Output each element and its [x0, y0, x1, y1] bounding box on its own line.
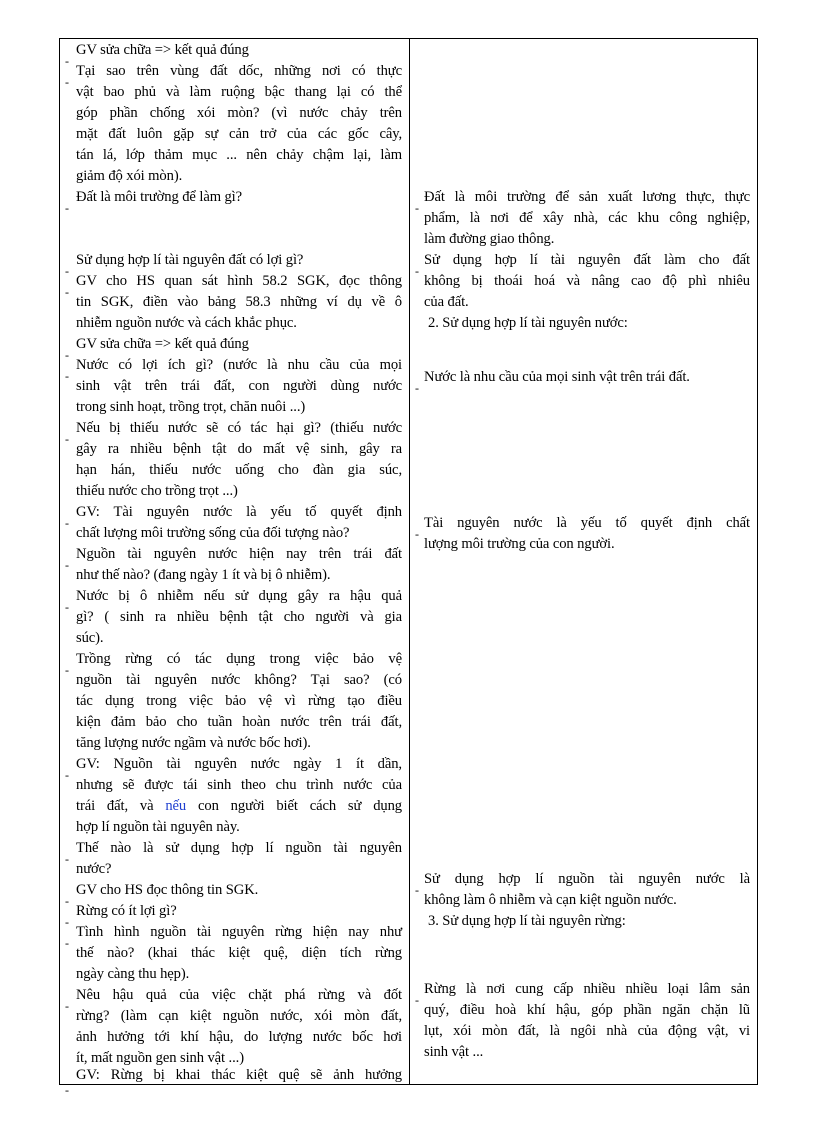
list-marker: -: [65, 201, 69, 215]
list-marker: -: [415, 264, 419, 278]
highlighted-word: nếu: [165, 798, 187, 814]
left-text-line: Thế nào là sử dụng hợp lí nguồn tài nguyên: [76, 840, 402, 856]
left-text-line: kiện đảm bảo cho tuần hoàn nước trên trái đất,: [76, 714, 402, 730]
left-text-line: trái đất, và nếu con người biết cách sử dụng: [76, 798, 402, 814]
list-marker: -: [65, 285, 69, 299]
list-marker: -: [65, 852, 69, 866]
right-text-line: lụt, xói mòn đất, là ngôi nhà của động vật, vi: [424, 1023, 750, 1039]
list-marker: -: [415, 381, 419, 395]
lesson-table: [59, 38, 758, 1097]
left-text-line: góp phần chống xói mòn? (vì nước chảy trên: [76, 105, 402, 121]
list-marker: -: [65, 999, 69, 1013]
list-marker: -: [415, 201, 419, 215]
left-text-line: GV: Tài nguyên nước là yếu tố quyết định: [76, 504, 402, 520]
left-text-line: GV: Rừng bị khai thác kiệt quệ sẽ ảnh hưởng: [76, 1067, 402, 1083]
left-text-line: Đất là môi trường để làm gì?: [76, 189, 243, 205]
left-text-line: GV sửa chữa => kết quả đúng: [76, 336, 249, 352]
left-text-line: GV cho HS quan sát hình 58.2 SGK, đọc thông: [76, 273, 402, 289]
left-text-line: nhưng sẽ được tái sinh theo chu trình nước của: [76, 777, 402, 793]
list-marker: -: [65, 432, 69, 446]
right-text-line: phẩm, là nơi để xây nhà, các khu công nghiệp,: [424, 210, 750, 226]
list-marker: -: [65, 516, 69, 530]
list-marker: -: [415, 527, 419, 541]
left-text-line: như thế nào? (đang ngày 1 ít và bị ô nhiễm).: [76, 567, 331, 583]
left-text-line: sinh vật trên trái đất, con người dùng nước: [76, 378, 402, 394]
right-text-line: không làm ô nhiễm và cạn kiệt nguồn nước.: [424, 892, 677, 908]
left-text-line: Tại sao trên vùng đất dốc, những nơi có thực: [76, 63, 402, 79]
section-heading-water: 2. Sử dụng hợp lí tài nguyên nước:: [428, 315, 628, 331]
list-marker: -: [65, 600, 69, 614]
list-marker: -: [65, 75, 69, 89]
left-text-line: nhiễm nguồn nước và cách khắc phục.: [76, 315, 297, 331]
list-marker: -: [65, 54, 69, 68]
list-marker: -: [65, 558, 69, 572]
left-text-line: Nêu hậu quả của việc chặt phá rừng và đốt: [76, 987, 402, 1003]
section-heading-forest: 3. Sử dụng hợp lí tài nguyên rừng:: [428, 913, 626, 929]
left-text-line: thế nào? (khai thác kiệt quệ, diện tích rừng: [76, 945, 402, 961]
left-text-line: gây ra nhiều bệnh tật do mất vệ sinh, gây ra: [76, 441, 402, 457]
left-text-line: GV cho HS đọc thông tin SGK.: [76, 882, 259, 898]
left-text-line: ngày càng thu hẹp).: [76, 966, 190, 982]
list-marker: -: [65, 894, 69, 908]
left-text-line: gì? ( sinh ra nhiều bệnh tật cho người và gia: [76, 609, 402, 625]
left-text-line: thiếu nước cho trồng trọt ...): [76, 483, 238, 499]
left-text-line: trong sinh hoạt, trồng trọt, chăn nuôi ...): [76, 399, 306, 415]
left-text-line: chất lượng môi trường sống của đối tượng nào?: [76, 525, 350, 541]
right-text-line: quý, điều hoà khí hậu, góp phần ngăn chặn lũ: [424, 1002, 750, 1018]
right-text-line: lượng môi trường của con người.: [424, 536, 615, 552]
list-marker: -: [65, 348, 69, 362]
left-text-line: ít, mất nguồn gen sinh vật ...): [76, 1050, 244, 1066]
left-text-line: Rừng có ít lợi gì?: [76, 903, 177, 919]
right-text-line: Sử dụng hợp lí nguồn tài nguyên nước là: [424, 871, 750, 887]
right-text-line: của đất.: [424, 294, 469, 310]
left-text-line: Nguồn tài nguyên nước hiện nay trên trái đất: [76, 546, 402, 562]
left-text-line: tác dụng trong việc bảo vệ vì rừng tạo điều: [76, 693, 402, 709]
left-text-line: Nếu bị thiếu nước sẽ có tác hại gì? (thiếu nước: [76, 420, 402, 436]
left-text-line: rừng? (làm cạn kiệt nguồn nước, xói mòn đất,: [76, 1008, 402, 1024]
right-text-line: Nước là nhu cầu của mọi sinh vật trên trái đất.: [424, 369, 690, 385]
list-marker: -: [65, 1083, 69, 1097]
right-text-line: làm đường giao thông.: [424, 231, 555, 247]
left-text-line: GV sửa chữa => kết quả đúng: [76, 42, 249, 58]
list-marker: -: [65, 264, 69, 278]
left-text-line: Nước bị ô nhiễm nếu sử dụng gây ra hậu quả: [76, 588, 402, 604]
right-text-line: Sử dụng hợp lí tài nguyên đất làm cho đất: [424, 252, 750, 268]
list-marker: -: [65, 915, 69, 929]
list-marker: -: [65, 369, 69, 383]
right-text-line: Đất là môi trường để sản xuất lương thực, thực: [424, 189, 750, 205]
left-text-line: ảnh hưởng tới khí hậu, do lượng nước bốc hơi: [76, 1029, 402, 1045]
left-text-line: Tình hình nguồn tài nguyên rừng hiện nay như: [76, 924, 402, 940]
list-marker: -: [65, 936, 69, 950]
left-text-line: hạn hán, thiếu nước uống cho đàn gia súc,: [76, 462, 402, 478]
list-marker: -: [415, 883, 419, 897]
left-text-line: tin SGK, điền vào bảng 58.3 những ví dụ về ô: [76, 294, 402, 310]
right-text-line: không bị thoái hoá và nâng cao độ phì nhiêu: [424, 273, 750, 289]
list-marker: -: [415, 993, 419, 1007]
left-text-line: tán lá, lớp thảm mục ... nên chảy chậm lại, làm: [76, 147, 402, 163]
column-divider: [409, 39, 410, 1084]
left-text-line: nước?: [76, 861, 112, 877]
left-text-line: vật bao phủ và làm ruộng bậc thang lại có thể: [76, 84, 402, 100]
left-text-line: Sử dụng hợp lí tài nguyên đất có lợi gì?: [76, 252, 304, 268]
list-marker: -: [65, 768, 69, 782]
left-text-line: Nước có lợi ích gì? (nước là nhu cầu của mọi: [76, 357, 402, 373]
left-text-line: giảm độ xói mòn).: [76, 168, 183, 184]
left-text-line: GV: Nguồn tài nguyên nước ngày 1 ít dần,: [76, 756, 402, 772]
left-text-line: hợp lí nguồn tài nguyên này.: [76, 819, 240, 835]
left-text-line: mặt đất luôn gặp sự cản trở của các gốc cây,: [76, 126, 402, 142]
right-text-line: sinh vật ...: [424, 1044, 484, 1060]
list-marker: -: [65, 663, 69, 677]
right-text-line: Rừng là nơi cung cấp nhiều nhiều loại lâm sản: [424, 981, 750, 997]
left-text-line: súc).: [76, 630, 104, 646]
right-text-line: Tài nguyên nước là yếu tố quyết định chất: [424, 515, 750, 531]
left-text-line: Trồng rừng có tác dụng trong việc bảo vệ: [76, 651, 402, 667]
left-text-line: tăng lượng nước ngầm và nước bốc hơi).: [76, 735, 311, 751]
left-text-line: nguồn tài nguyên nước không? Tại sao? (có: [76, 672, 402, 688]
